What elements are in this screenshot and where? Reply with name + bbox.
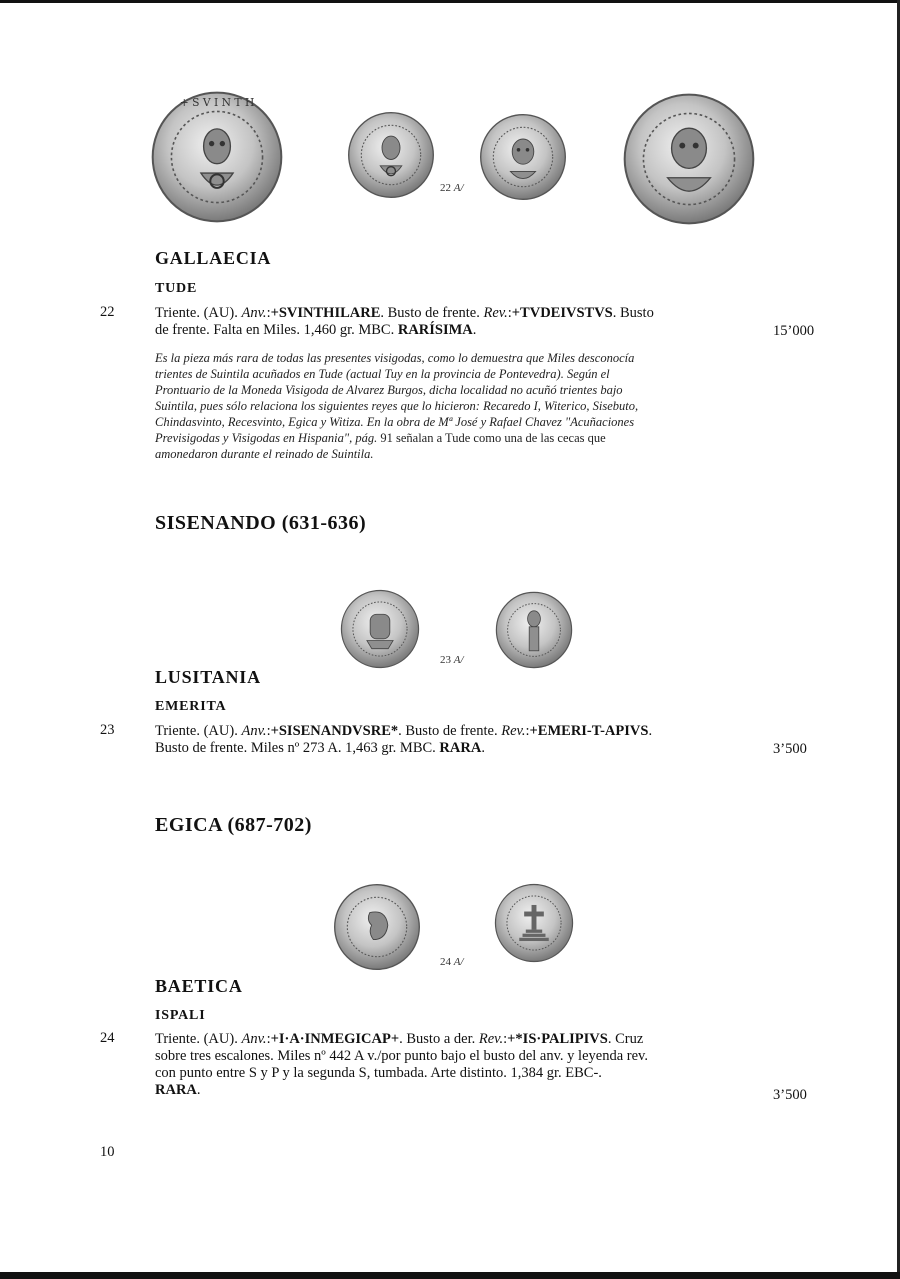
region-heading: BAETICA [155, 976, 243, 996]
figure-number: 22 [440, 182, 451, 194]
coin-22-reverse-enlarged-image [622, 92, 756, 226]
note-line: Chindasvinto, Recesvinto, Egica y Witiza. En la obra de Mª José y Rafael Chavez "Acuñaciones [155, 415, 635, 429]
desc-text: . [196, 1082, 201, 1098]
figure-number: 24 [440, 956, 451, 968]
rarity-label: RARA [155, 1082, 197, 1098]
desc-text: : [503, 1031, 508, 1047]
coin-24-reverse-image [493, 882, 575, 964]
mint-heading: EMERITA [155, 699, 227, 714]
desc-text: : [266, 723, 271, 739]
svg-text:+ S V I N T H: + S V I N T H [179, 96, 255, 110]
desc-text: : [507, 305, 512, 321]
reverse-legend: +EMERI-T-APIVS [529, 723, 649, 739]
lot-price: 3’500 [773, 1087, 807, 1103]
gold-symbol: A/ [453, 182, 464, 194]
gold-symbol: A/ [453, 956, 464, 968]
note-line: trientes de Suintila acuñados en Tude (actual Tuy en la provincia de Pontevedra). Según el [155, 367, 610, 381]
rarity-label: RARA [439, 740, 482, 756]
desc-text: . Busto a der. [399, 1031, 479, 1047]
lot-price: 3’500 [773, 741, 807, 757]
lot-description [155, 723, 751, 757]
desc-text: : [525, 723, 530, 739]
rarity-label: RARÍSIMA [397, 322, 473, 338]
desc-text: Triente. (AU). [155, 1031, 242, 1047]
obverse-legend: +SVINTHILARE [270, 305, 381, 321]
coin-23-reverse-image [494, 590, 574, 670]
reverse-legend: +*IS·PALIPIVS [507, 1031, 608, 1047]
page-bottom-edge [0, 1272, 900, 1279]
obverse-label: Anv. [241, 723, 267, 739]
figure-label-23 [440, 654, 464, 666]
desc-text: : [266, 305, 271, 321]
note-line: Suintila, pues sólo relaciona los siguientes reyes que lo hicieron: Recaredo I, Witerico, Sisebuto, [155, 399, 639, 413]
page-number: 10 [100, 1144, 115, 1160]
lot-number: 23 [100, 722, 115, 738]
region-heading: LUSITANIA [155, 667, 261, 687]
reverse-label: Rev. [483, 305, 508, 321]
desc-text: Triente. (AU). [155, 723, 242, 739]
obverse-label: Anv. [241, 1031, 267, 1047]
desc-text: Triente. (AU). [155, 305, 242, 321]
desc-text: sobre tres escalones. Miles nº 442 A v./por punto bajo el busto del anv. y leyenda rev. [155, 1048, 648, 1064]
desc-text: . [481, 740, 485, 756]
note-line: Prontuario de la Moneda Visigoda de Alvarez Burgos, dicha localidad no acuñó trientes bajo [155, 383, 623, 397]
note-line: Previsigodas y Visigodas en Hispania", pág. [155, 431, 378, 445]
note-line: Es la pieza más rara de todas las presentes visigodas, como lo demuestra que Miles desconocía [155, 351, 635, 365]
coin-22-obverse-image [346, 110, 436, 200]
gold-symbol: A/ [453, 654, 464, 666]
desc-text: de frente. Falta en Miles. 1,460 gr. MBC. [155, 322, 398, 338]
desc-text: con punto entre S y P y la segunda S, tumbada. Arte distinto. 1,384 gr. EBC-. [155, 1065, 602, 1081]
region-heading: GALLAECIA [155, 248, 272, 268]
obverse-label: Anv. [241, 305, 267, 321]
obverse-legend: +SISENANDVSRE* [270, 723, 399, 739]
coin-24-obverse-image [332, 882, 422, 972]
figure-label-22 [440, 182, 464, 194]
reverse-label: Rev. [501, 723, 526, 739]
desc-text: . Busto de frente. [398, 723, 502, 739]
page-top-edge [0, 0, 900, 3]
desc-text: . Cruz [607, 1031, 644, 1047]
mint-heading: ISPALI [155, 1008, 206, 1023]
desc-text: . Busto [612, 305, 654, 321]
figure-number: 23 [440, 654, 451, 666]
desc-text: . [472, 322, 477, 338]
desc-text: . [648, 723, 653, 739]
lot-number: 24 [100, 1030, 115, 1046]
mint-heading: TUDE [155, 281, 198, 296]
reverse-label: Rev. [478, 1031, 504, 1047]
section-heading: SISENANDO (631-636) [155, 512, 367, 534]
desc-text: : [266, 1031, 271, 1047]
lot-price: 15’000 [773, 323, 815, 339]
obverse-legend: +I·A·INMEGICAP+ [270, 1031, 400, 1047]
figure-label-24 [440, 956, 464, 968]
desc-text: . Busto de frente. [380, 305, 484, 321]
coin-23-obverse-image [339, 588, 421, 670]
coin-22-obverse-enlarged-image [150, 90, 284, 224]
note-line: amonedaron durante el reinado de Suintila. [155, 447, 374, 461]
lot-number: 22 [100, 304, 115, 320]
note-line: 91 señalan a Tude como una de las cecas que [377, 431, 606, 445]
reverse-legend: +TVDEIVSTVS [511, 305, 613, 321]
coin-22-reverse-image [478, 112, 568, 202]
lot-description [155, 1031, 751, 1099]
lot-description [155, 305, 751, 339]
section-heading: EGICA (687-702) [155, 814, 312, 836]
lot-note [155, 350, 751, 462]
desc-text: Busto de frente. Miles nº 273 A. 1,463 gr. MBC. [155, 740, 440, 756]
